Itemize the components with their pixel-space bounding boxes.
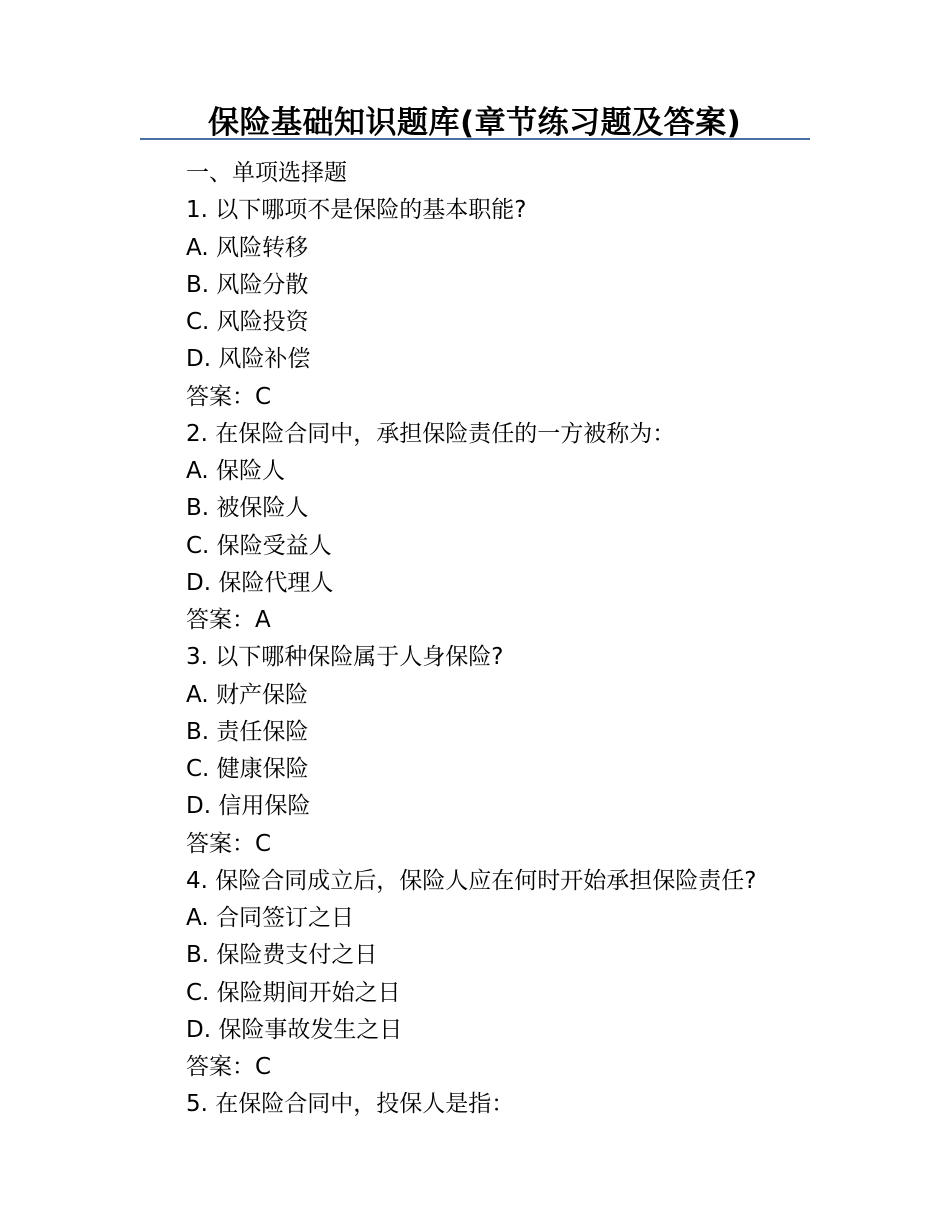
option-c: C. 保险期间开始之日 [186,979,401,1006]
document-title: 保险基础知识题库(章节练习题及答案) [208,105,742,141]
option-d: D. 风险补偿 [186,346,311,373]
option-b: B. 责任保险 [186,718,309,745]
question-block [186,639,826,863]
option-d: D. 保险代理人 [186,569,334,596]
question-block [186,192,826,416]
document-body [186,155,826,1124]
question-stem: 5. 在保险合同中，投保人是指： [186,1091,515,1118]
question-stem: 3. 以下哪种保险属于人身保险? [186,644,504,671]
answer-line: 答案：C [186,383,272,410]
option-c: C. 风险投资 [186,309,309,335]
question-block [186,1086,826,1123]
option-d: D. 信用保险 [186,793,311,820]
option-a: A. 保险人 [186,458,285,484]
option-b: B. 保险费支付之日 [186,942,378,969]
answer-line: 答案：A [186,607,271,633]
option-c: C. 健康保险 [186,756,309,782]
question-block [186,416,826,640]
question-stem: 4. 保险合同成立后，保险人应在何时开始承担保险责任? [186,867,757,894]
option-b: B. 风险分散 [186,271,309,298]
question-stem: 1. 以下哪项不是保险的基本职能? [186,197,527,224]
option-a: A. 合同签订之日 [186,905,354,931]
option-d: D. 保险事故发生之日 [186,1016,403,1043]
answer-line: 答案：C [186,830,272,857]
title-underline [140,138,810,140]
question-block [186,863,826,1087]
option-c: C. 保险受益人 [186,532,332,559]
section-heading: 一、单项选择题 [186,160,347,186]
question-stem: 2. 在保险合同中，承担保险责任的一方被称为： [186,420,676,447]
option-b: B. 被保险人 [186,495,309,522]
option-a: A. 风险转移 [186,234,308,261]
option-a: A. 财产保险 [186,681,308,708]
answer-line: 答案：C [186,1054,272,1080]
